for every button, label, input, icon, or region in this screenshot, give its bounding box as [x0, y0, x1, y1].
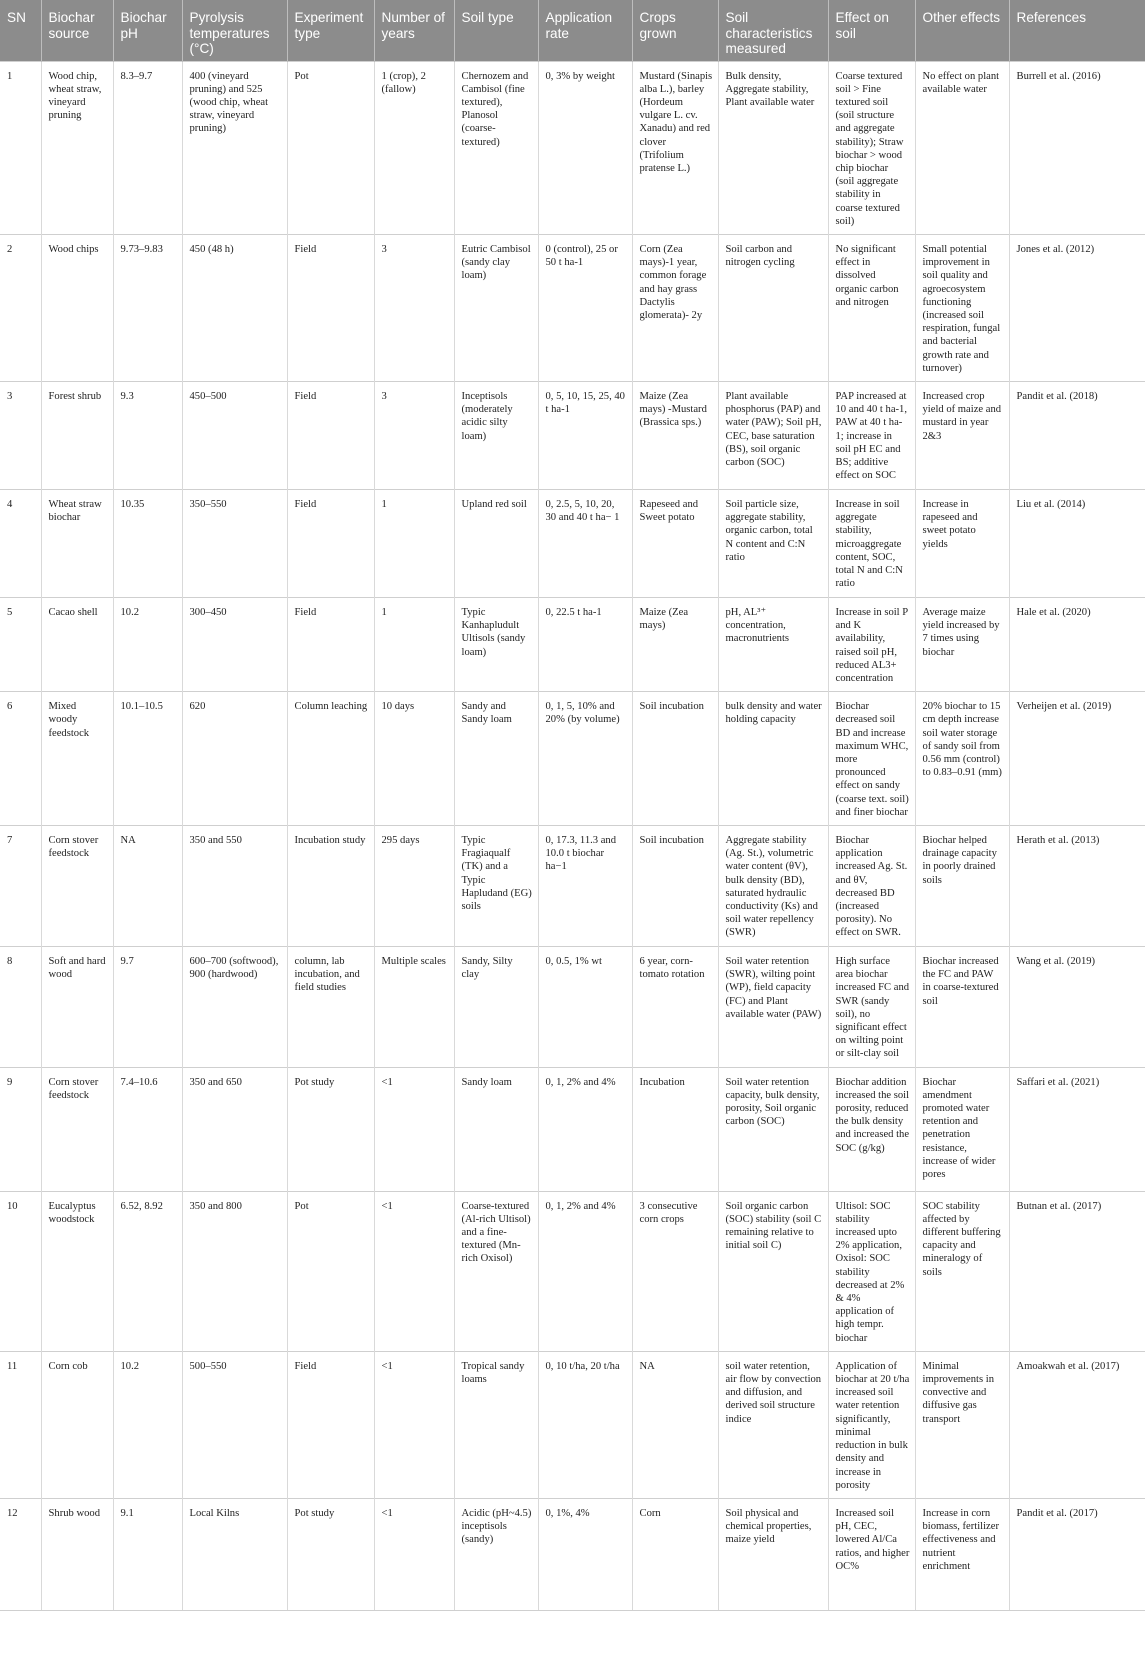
cell-number-of-years: Multiple scales — [374, 947, 454, 1068]
cell-biochar-source: Wood chip, wheat straw, vineyard pruning — [41, 61, 113, 234]
cell-references: Liu et al. (2014) — [1009, 489, 1145, 597]
cell-application-rate: 0, 3% by weight — [538, 61, 632, 234]
cell-pyrolysis-temperatures: 500–550 — [182, 1351, 287, 1498]
cell-soil-characteristics: soil water retention, air flow by convection and diffusion, and derived soil structure indice — [718, 1351, 828, 1498]
cell-biochar-ph: 10.2 — [113, 597, 182, 691]
header-references: References — [1009, 0, 1145, 61]
cell-experiment-type: Pot study — [287, 1067, 374, 1191]
cell-effect-on-soil: Coarse textured soil > Fine textured soil (soil structure and aggregate stability); Straw biochar > wood chip biochar (soil aggregate stability in coarse textured soil) — [828, 61, 915, 234]
table-row — [0, 1191, 1145, 1351]
cell-crops-grown: Corn (Zea mays)-1 year, common forage and hay grass Dactylis glomerata)- 2y — [632, 234, 718, 381]
header-biochar-ph: Biochar pH — [113, 0, 182, 61]
cell-other-effects: Biochar amendment promoted water retention and penetration resistance, increase of wider pores — [915, 1067, 1009, 1191]
cell-biochar-ph: 9.3 — [113, 381, 182, 489]
header-experiment-type: Experiment type — [287, 0, 374, 61]
cell-number-of-years: <1 — [374, 1498, 454, 1610]
cell-crops-grown: 6 year, corn-tomato rotation — [632, 947, 718, 1068]
cell-pyrolysis-temperatures: 350 and 650 — [182, 1067, 287, 1191]
cell-number-of-years: 1 (crop), 2 (fallow) — [374, 61, 454, 234]
cell-number-of-years: 10 days — [374, 692, 454, 826]
cell-other-effects: Minimal improvements in convective and diffusive gas transport — [915, 1351, 1009, 1498]
cell-references: Hale et al. (2020) — [1009, 597, 1145, 691]
table-row — [0, 597, 1145, 691]
cell-soil-characteristics: Bulk density, Aggregate stability, Plant available water — [718, 61, 828, 234]
cell-other-effects: Biochar helped drainage capacity in poorly drained soils — [915, 826, 1009, 947]
cell-pyrolysis-temperatures: 450 (48 h) — [182, 234, 287, 381]
cell-crops-grown: Corn — [632, 1498, 718, 1610]
table-row — [0, 489, 1145, 597]
table-row — [0, 947, 1145, 1068]
cell-crops-grown: Mustard (Sinapis alba L.), barley (Hordeum vulgare L. cv. Xanadu) and red clover (Trifolium pratense L.) — [632, 61, 718, 234]
cell-pyrolysis-temperatures: 350–550 — [182, 489, 287, 597]
cell-soil-type: Sandy, Silty clay — [454, 947, 538, 1068]
cell-application-rate: 0, 17.3, 11.3 and 10.0 t biochar ha−1 — [538, 826, 632, 947]
cell-pyrolysis-temperatures: 350 and 550 — [182, 826, 287, 947]
cell-biochar-ph: 10.2 — [113, 1351, 182, 1498]
cell-effect-on-soil: No significant effect in dissolved organic carbon and nitrogen — [828, 234, 915, 381]
header-soil-type: Soil type — [454, 0, 538, 61]
cell-soil-characteristics: pH, AL³⁺ concentration, macronutrients — [718, 597, 828, 691]
header-pyrolysis-temperatures: Pyrolysis temperatures (°C) — [182, 0, 287, 61]
cell-references: Wang et al. (2019) — [1009, 947, 1145, 1068]
cell-effect-on-soil: Biochar addition increased the soil porosity, reduced the bulk density and increased the SOC (g/kg) — [828, 1067, 915, 1191]
cell-crops-grown: Maize (Zea mays) — [632, 597, 718, 691]
cell-application-rate: 0, 2.5, 5, 10, 20, 30 and 40 t ha− 1 — [538, 489, 632, 597]
cell-biochar-source: Wheat straw biochar — [41, 489, 113, 597]
cell-sn: 10 — [0, 1191, 41, 1351]
cell-number-of-years: 3 — [374, 234, 454, 381]
cell-other-effects: Small potential improvement in soil quality and agroecosystem functioning (increased soil respiration, fungal and bacterial growth rate and turnover) — [915, 234, 1009, 381]
cell-other-effects: No effect on plant available water — [915, 61, 1009, 234]
cell-pyrolysis-temperatures: Local Kilns — [182, 1498, 287, 1610]
cell-experiment-type: Field — [287, 597, 374, 691]
cell-application-rate: 0, 1, 2% and 4% — [538, 1191, 632, 1351]
cell-effect-on-soil: Increase in soil aggregate stability, microaggregate content, SOC, total N and C:N ratio — [828, 489, 915, 597]
cell-biochar-source: Corn stover feedstock — [41, 1067, 113, 1191]
cell-other-effects: Increase in corn biomass, fertilizer effectiveness and nutrient enrichment — [915, 1498, 1009, 1610]
cell-effect-on-soil: Increase in soil P and K availability, raised soil pH, reduced AL3+ concentration — [828, 597, 915, 691]
cell-application-rate: 0 (control), 25 or 50 t ha-1 — [538, 234, 632, 381]
cell-sn: 8 — [0, 947, 41, 1068]
cell-effect-on-soil: Biochar decreased soil BD and increase maximum WHC, more pronounced effect on sandy (coarse text. soil) and finer biochar — [828, 692, 915, 826]
cell-effect-on-soil: PAP increased at 10 and 40 t ha-1, PAW at 40 t ha-1; increase in soil pH EC and BS; additive effect on SOC — [828, 381, 915, 489]
cell-sn: 3 — [0, 381, 41, 489]
header-soil-characteristics: Soil characteristics measured — [718, 0, 828, 61]
cell-application-rate: 0, 10 t/ha, 20 t/ha — [538, 1351, 632, 1498]
cell-soil-type: Eutric Cambisol (sandy clay loam) — [454, 234, 538, 381]
cell-biochar-source: Corn stover feedstock — [41, 826, 113, 947]
table-header-row — [0, 0, 1145, 61]
cell-soil-characteristics: Soil carbon and nitrogen cycling — [718, 234, 828, 381]
cell-application-rate: 0, 22.5 t ha-1 — [538, 597, 632, 691]
header-other-effects: Other effects — [915, 0, 1009, 61]
header-effect-on-soil: Effect on soil — [828, 0, 915, 61]
cell-biochar-ph: 10.35 — [113, 489, 182, 597]
cell-biochar-ph: 7.4–10.6 — [113, 1067, 182, 1191]
cell-soil-type: Upland red soil — [454, 489, 538, 597]
cell-number-of-years: <1 — [374, 1351, 454, 1498]
cell-references: Amoakwah et al. (2017) — [1009, 1351, 1145, 1498]
cell-biochar-source: Eucalyptus woodstock — [41, 1191, 113, 1351]
cell-pyrolysis-temperatures: 600–700 (softwood), 900 (hardwood) — [182, 947, 287, 1068]
table-body — [0, 61, 1145, 1610]
cell-pyrolysis-temperatures: 300–450 — [182, 597, 287, 691]
cell-application-rate: 0, 0.5, 1% wt — [538, 947, 632, 1068]
cell-soil-characteristics: Soil organic carbon (SOC) stability (soil C remaining relative to initial soil C) — [718, 1191, 828, 1351]
cell-effect-on-soil: High surface area biochar increased FC and SWR (sandy soil), no significant effect on wilting point or silt-clay soil — [828, 947, 915, 1068]
cell-soil-type: Sandy loam — [454, 1067, 538, 1191]
header-number-of-years: Number of years — [374, 0, 454, 61]
cell-other-effects: Increased crop yield of maize and mustard in year 2&3 — [915, 381, 1009, 489]
cell-soil-type: Chernozem and Cambisol (fine textured), Planosol (coarse-textured) — [454, 61, 538, 234]
cell-crops-grown: 3 consecutive corn crops — [632, 1191, 718, 1351]
cell-biochar-source: Forest shrub — [41, 381, 113, 489]
cell-crops-grown: Maize (Zea mays) -Mustard (Brassica sps.) — [632, 381, 718, 489]
cell-number-of-years: <1 — [374, 1191, 454, 1351]
cell-sn: 6 — [0, 692, 41, 826]
cell-soil-characteristics: Soil physical and chemical properties, maize yield — [718, 1498, 828, 1610]
table-row — [0, 381, 1145, 489]
cell-soil-characteristics: Soil water retention capacity, bulk density, porosity, Soil organic carbon (SOC) — [718, 1067, 828, 1191]
cell-sn: 11 — [0, 1351, 41, 1498]
cell-soil-type: Typic Kanhapludult Ultisols (sandy loam) — [454, 597, 538, 691]
cell-sn: 12 — [0, 1498, 41, 1610]
cell-soil-characteristics: Aggregate stability (Ag. St.), volumetric water content (θV), bulk density (BD), saturated hydraulic conductivity (Ks) and soil water repellency (SWR) — [718, 826, 828, 947]
cell-other-effects: Average maize yield increased by 7 times using biochar — [915, 597, 1009, 691]
cell-biochar-ph: 9.73–9.83 — [113, 234, 182, 381]
cell-experiment-type: Field — [287, 1351, 374, 1498]
table-row — [0, 692, 1145, 826]
cell-number-of-years: <1 — [374, 1067, 454, 1191]
cell-sn: 4 — [0, 489, 41, 597]
cell-sn: 2 — [0, 234, 41, 381]
cell-experiment-type: Column leaching — [287, 692, 374, 826]
cell-soil-type: Acidic (pH~4.5) inceptisols (sandy) — [454, 1498, 538, 1610]
cell-experiment-type: Pot study — [287, 1498, 374, 1610]
cell-biochar-source: Soft and hard wood — [41, 947, 113, 1068]
cell-soil-characteristics: Soil particle size, aggregate stability, organic carbon, total N content and C:N ratio — [718, 489, 828, 597]
cell-experiment-type: Field — [287, 489, 374, 597]
cell-biochar-source: Cacao shell — [41, 597, 113, 691]
header-sn: SN — [0, 0, 41, 61]
cell-number-of-years: 1 — [374, 597, 454, 691]
cell-soil-characteristics: Soil water retention (SWR), wilting point (WP), field capacity (FC) and Plant available water (PAW) — [718, 947, 828, 1068]
cell-crops-grown: NA — [632, 1351, 718, 1498]
cell-experiment-type: Field — [287, 234, 374, 381]
cell-other-effects: SOC stability affected by different buffering capacity and mineralogy of soils — [915, 1191, 1009, 1351]
cell-number-of-years: 1 — [374, 489, 454, 597]
cell-soil-type: Coarse-textured (Al-rich Ultisol) and a fine-textured (Mn-rich Oxisol) — [454, 1191, 538, 1351]
cell-references: Pandit et al. (2018) — [1009, 381, 1145, 489]
cell-soil-characteristics: Plant available phosphorus (PAP) and water (PAW); Soil pH, CEC, base saturation (BS), soil organic carbon (SOC) — [718, 381, 828, 489]
table-row — [0, 234, 1145, 381]
cell-application-rate: 0, 5, 10, 15, 25, 40 t ha-1 — [538, 381, 632, 489]
header-crops-grown: Crops grown — [632, 0, 718, 61]
cell-soil-characteristics: bulk density and water holding capacity — [718, 692, 828, 826]
cell-soil-type: Tropical sandy loams — [454, 1351, 538, 1498]
cell-references: Butnan et al. (2017) — [1009, 1191, 1145, 1351]
cell-biochar-ph: NA — [113, 826, 182, 947]
table-row — [0, 1067, 1145, 1191]
cell-application-rate: 0, 1%, 4% — [538, 1498, 632, 1610]
cell-crops-grown: Incubation — [632, 1067, 718, 1191]
cell-pyrolysis-temperatures: 400 (vineyard pruning) and 525 (wood chip, wheat straw, vineyard pruning) — [182, 61, 287, 234]
cell-experiment-type: column, lab incubation, and field studies — [287, 947, 374, 1068]
cell-biochar-ph: 10.1–10.5 — [113, 692, 182, 826]
cell-biochar-ph: 6.52, 8.92 — [113, 1191, 182, 1351]
cell-application-rate: 0, 1, 5, 10% and 20% (by volume) — [538, 692, 632, 826]
cell-biochar-ph: 8.3–9.7 — [113, 61, 182, 234]
cell-number-of-years: 295 days — [374, 826, 454, 947]
cell-biochar-source: Shrub wood — [41, 1498, 113, 1610]
cell-references: Pandit et al. (2017) — [1009, 1498, 1145, 1610]
cell-sn: 7 — [0, 826, 41, 947]
cell-effect-on-soil: Application of biochar at 20 t/ha increased soil water retention significantly, minimal reduction in bulk density and increase in porosity — [828, 1351, 915, 1498]
header-biochar-source: Biochar source — [41, 0, 113, 61]
cell-effect-on-soil: Biochar application increased Ag. St. and θV, decreased BD (increased porosity). No effect on SWR. — [828, 826, 915, 947]
cell-references: Saffari et al. (2021) — [1009, 1067, 1145, 1191]
cell-biochar-ph: 9.1 — [113, 1498, 182, 1610]
cell-other-effects: Biochar increased the FC and PAW in coarse-textured soil — [915, 947, 1009, 1068]
cell-soil-type: Sandy and Sandy loam — [454, 692, 538, 826]
table-row — [0, 1351, 1145, 1498]
table-row — [0, 826, 1145, 947]
cell-application-rate: 0, 1, 2% and 4% — [538, 1067, 632, 1191]
cell-biochar-ph: 9.7 — [113, 947, 182, 1068]
cell-references: Burrell et al. (2016) — [1009, 61, 1145, 234]
cell-other-effects: 20% biochar to 15 cm depth increase soil water storage of sandy soil from 0.56 mm (control) to 0.83–0.91 (mm) — [915, 692, 1009, 826]
cell-references: Verheijen et al. (2019) — [1009, 692, 1145, 826]
cell-experiment-type: Field — [287, 381, 374, 489]
cell-soil-type: Inceptisols (moderately acidic silty loam) — [454, 381, 538, 489]
cell-experiment-type: Incubation study — [287, 826, 374, 947]
cell-experiment-type: Pot — [287, 61, 374, 234]
header-application-rate: Application rate — [538, 0, 632, 61]
cell-sn: 5 — [0, 597, 41, 691]
table-row — [0, 61, 1145, 234]
cell-sn: 9 — [0, 1067, 41, 1191]
cell-pyrolysis-temperatures: 350 and 800 — [182, 1191, 287, 1351]
cell-soil-type: Typic Fragiaqualf (TK) and a Typic Hapludand (EG) soils — [454, 826, 538, 947]
cell-experiment-type: Pot — [287, 1191, 374, 1351]
cell-pyrolysis-temperatures: 450–500 — [182, 381, 287, 489]
cell-biochar-source: Mixed woody feedstock — [41, 692, 113, 826]
cell-effect-on-soil: Ultisol: SOC stability increased upto 2% application, Oxisol: SOC stability decreased at 2% & 4% application of high tempr. biochar — [828, 1191, 915, 1351]
cell-crops-grown: Soil incubation — [632, 692, 718, 826]
cell-biochar-source: Corn cob — [41, 1351, 113, 1498]
cell-references: Herath et al. (2013) — [1009, 826, 1145, 947]
cell-pyrolysis-temperatures: 620 — [182, 692, 287, 826]
cell-crops-grown: Rapeseed and Sweet potato — [632, 489, 718, 597]
cell-other-effects: Increase in rapeseed and sweet potato yields — [915, 489, 1009, 597]
table-row — [0, 1498, 1145, 1610]
cell-sn: 1 — [0, 61, 41, 234]
cell-biochar-source: Wood chips — [41, 234, 113, 381]
cell-references: Jones et al. (2012) — [1009, 234, 1145, 381]
cell-effect-on-soil: Increased soil pH, CEC, lowered Al/Ca ratios, and higher OC% — [828, 1498, 915, 1610]
cell-number-of-years: 3 — [374, 381, 454, 489]
cell-crops-grown: Soil incubation — [632, 826, 718, 947]
